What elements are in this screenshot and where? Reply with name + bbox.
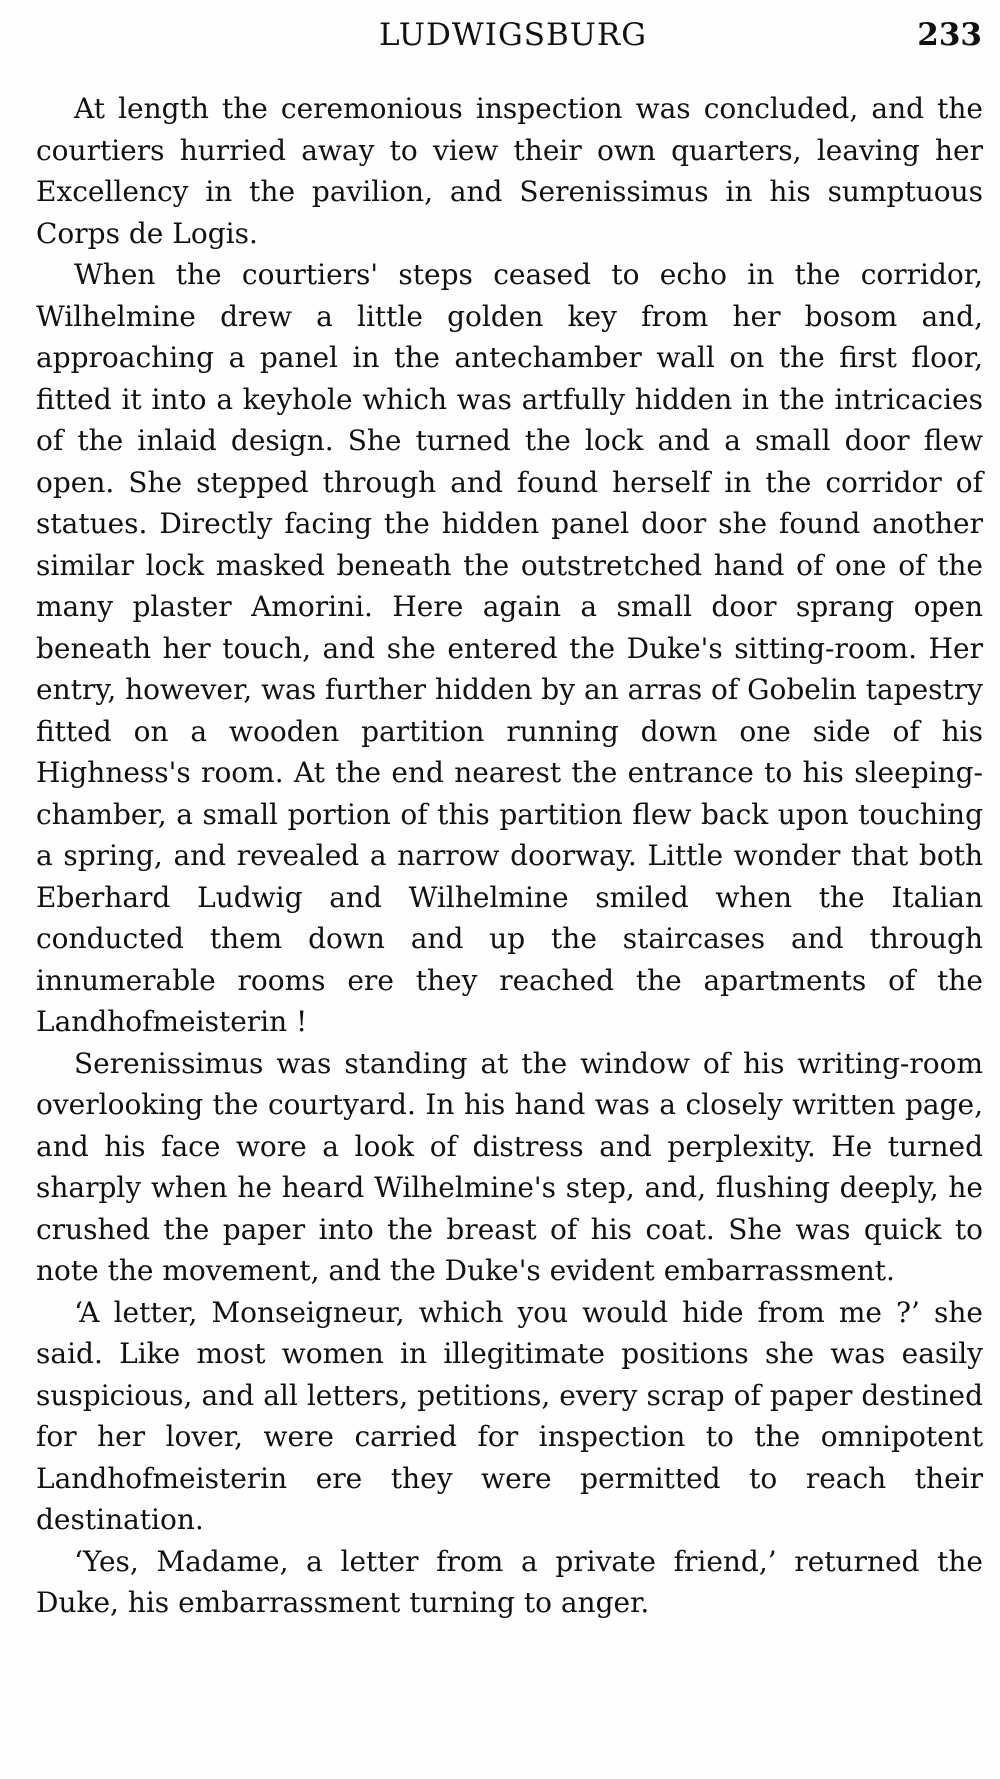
page-header: [36, 14, 990, 56]
body-text: [36, 88, 983, 1624]
paragraph-2: When the courtiers' steps ceased to echo in the corridor, Wilhelmine drew a little golden key from her bosom and, approaching a panel in the antechamber wall on the first floor, fitted it into a keyhole which was artfully hidden in the intricacies of the inlaid design. She turned the lock and a small door flew open. She stepped through and found herself in the corridor of statues. Directly facing the hidden panel door she found another similar lock masked beneath the outstretched hand of one of the many plaster Amorini. Here again a small door sprang open beneath her touch, and she entered the Duke's sitting-room. Her entry, however, was further hidden by an arras of Gobelin tapestry fitted on a wooden partition running down one side of his Highness's room. At the end nearest the entrance to his sleeping-chamber, a small portion of this partition flew back upon touching a spring, and revealed a narrow doorway. Little wonder that both Eberhard Ludwig and Wilhelmine smiled when the Italian conducted them down and up the staircases and through innumerable rooms ere they reached the apartments of the Landhofmeisterin !: [36, 258, 983, 1038]
page-number: 233: [917, 17, 982, 53]
running-head: LUDWIGSBURG: [379, 17, 647, 53]
paragraph-3: Serenissimus was standing at the window of his writing-room overlooking the courtyard. In his hand was a closely written page, and his face wore a look of distress and perplexity. He turned sharply when he heard Wilhelmine's step, and, flushing deeply, he crushed the paper into the breast of his coat. She was quick to note the movement, and the Duke's evident embarrassment.: [36, 1046, 983, 1287]
paragraph-1: At length the ceremonious inspection was concluded, and the courtiers hurried away to view their own quarters, leaving her Excellency in the pavilion, and Serenissimus in his sumptuous Corps de Logis.: [36, 92, 983, 250]
paragraph-4: ‘A letter, Monseigneur, which you would hide from me ?’ she said. Like most women in illegitimate positions she was easily suspicious, and all letters, petitions, every scrap of paper destined for her lover, were carried for inspection to the omnipotent Landhofmeisterin ere they were permitted to reach their destination.: [36, 1295, 983, 1536]
paragraph-5: ‘Yes, Madame, a letter from a private friend,’ returned the Duke, his embarrassment turning to anger.: [36, 1544, 983, 1619]
